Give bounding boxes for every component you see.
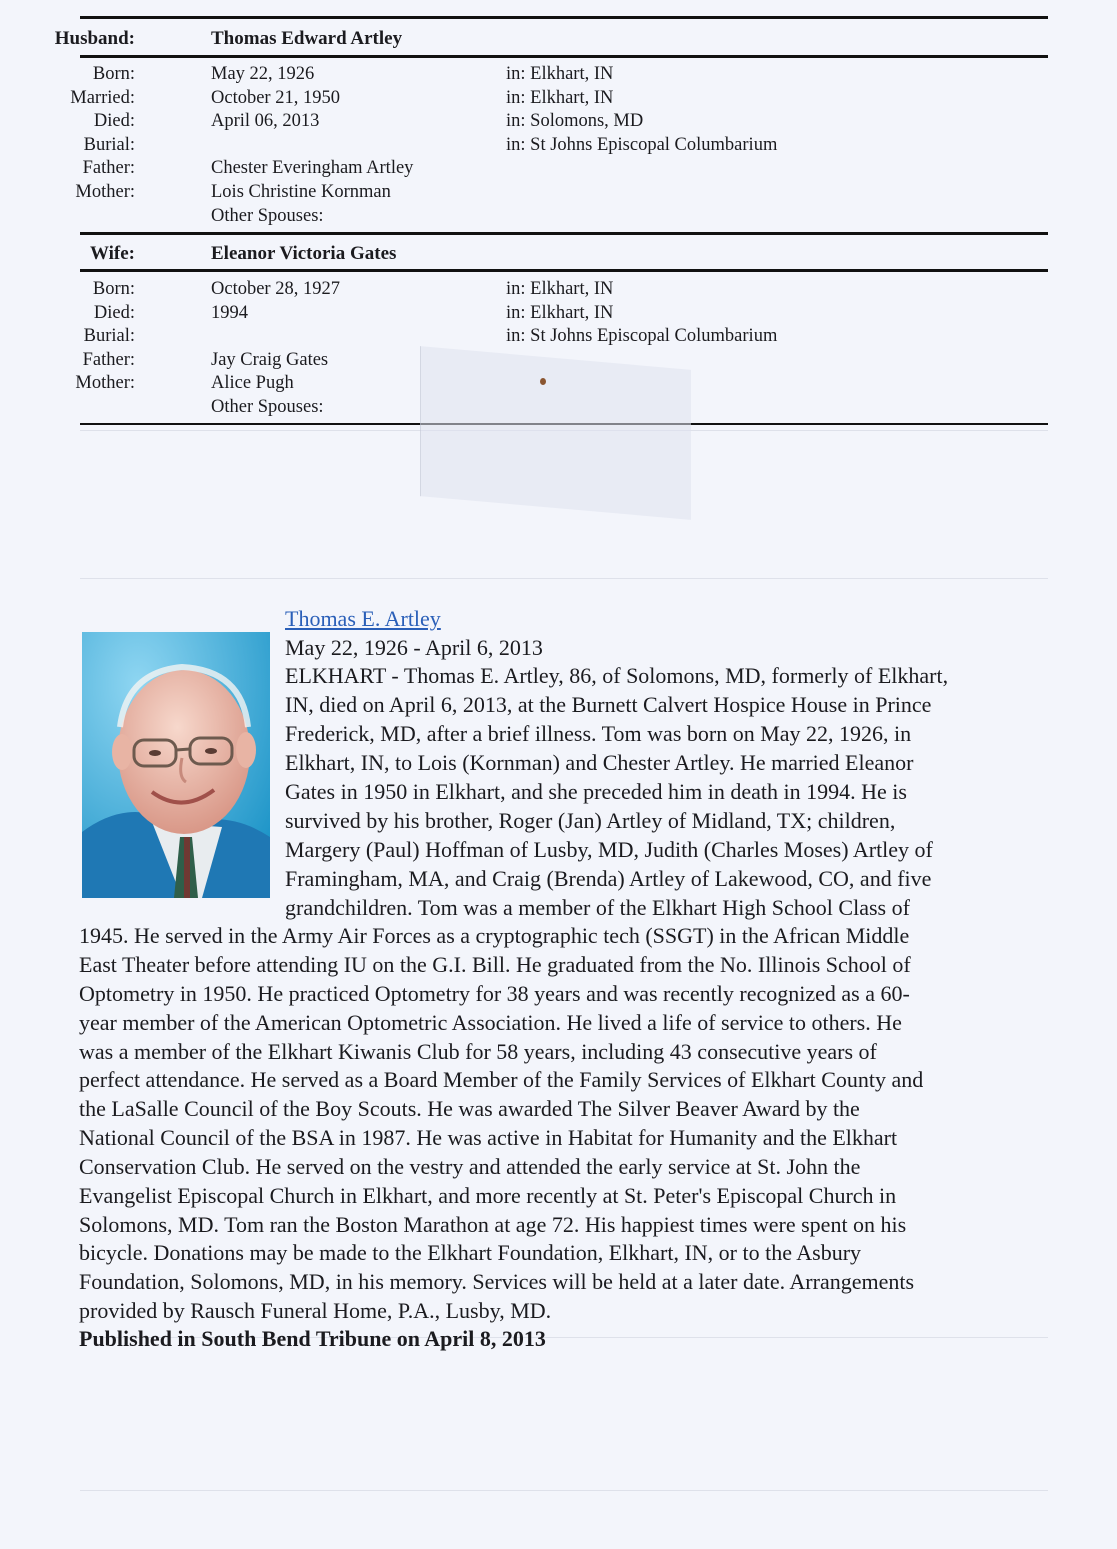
field-label: Burial: [83,134,135,155]
husband-married-row [70,87,1048,112]
bleed-through-line [80,578,1048,579]
obituary-line: East Theater before attending IU on the G.I. Bill. He graduated from the No. Illinois School of [79,952,911,977]
portrait-photo [82,632,270,898]
obituary-line: year member of the American Optometric Association. He lived a life of service to others. He [79,1010,902,1035]
wife-label: Wife: [89,243,135,264]
obituary-line: Framingham, MA, and Craig (Brenda) Artley of Lakewood, CO, and five [285,866,932,891]
obituary-line: provided by Rausch Funeral Home, P.A., Lusby, MD. [79,1298,552,1323]
field-label: Father: [82,349,135,370]
field-location: in: Elkhart, IN [506,64,614,84]
obituary-line: Optometry in 1950. He practiced Optometry for 38 years and was recently recognized as a 60- [79,981,910,1006]
field-label: Born: [92,64,135,84]
husband-mother-row [75,182,1048,206]
wife-died-row [80,303,1048,327]
field-value: 1994 [211,302,248,323]
obituary-line: Margery (Paul) Hoffman of Lusby, MD, Judith (Charles Moses) Artley of [285,837,933,862]
wife-top-rule [80,232,1048,235]
husband-label: Husband: [54,28,135,49]
publication-credit: Published in South Bend Tribune on April 8, 2013 [79,1326,546,1351]
obituary-line: ELKHART - Thomas E. Artley, 86, of Solomons, MD, formerly of Elkhart, [285,663,949,688]
obituary-line: Conservation Club. He served on the vestry and attended the early service at St. John the [79,1154,861,1179]
field-value: Other Spouses: [211,397,324,417]
portrait-illustration [82,632,270,898]
wife-header [80,243,1048,269]
field-location: in: Elkhart, IN [506,279,614,299]
obituary-line: Foundation, Solomons, MD, in his memory. Services will be held at a later date. Arrangements [79,1269,915,1294]
obituary-line: bicycle. Donations may be made to the Elkhart Foundation, Elkhart, IN, or to the Asbury [79,1240,862,1265]
obituary-title-link[interactable]: Thomas E. Artley [285,606,441,631]
obituary-line: 1945. He served in the Army Air Forces as a cryptographic tech (SSGT) in the African Middle [79,923,910,948]
field-label: Married: [70,87,135,108]
tape-strip [420,346,691,520]
obituary-line: perfect attendance. He served as a Board Member of the Family Services of Elkhart County and [79,1067,924,1092]
field-label: Born: [92,279,135,299]
field-location: in: Elkhart, IN [506,87,614,108]
field-label: Mother: [75,182,135,202]
obituary-line: IN, died on April 6, 2013, at the Burnett Calvert Hospice House in Prince [285,692,932,717]
field-location: in: St Johns Episcopal Columbarium [506,326,778,347]
obituary-line: Solomons, MD. Tom ran the Boston Marathon at age 72. His happiest times were spent on his [79,1212,907,1237]
wife-born-row [80,279,1048,303]
husband-born-row [80,64,1048,88]
field-value: Jay Craig Gates [211,349,329,370]
field-value: Other Spouses: [211,205,324,226]
obituary-line: grandchildren. Tom was a member of the Elkhart High School Class of [285,895,910,920]
field-value: Chester Everingham Artley [211,158,414,179]
obituary-line: Frederick, MD, after a brief illness. Tom was born on May 22, 1926, in [285,721,912,746]
field-location: in: Solomons, MD [506,111,644,132]
field-value: Lois Christine Kornman [211,182,391,202]
obituary-line: National Council of the BSA in 1987. He was active in Habitat for Humanity and the Elkhart [79,1125,898,1150]
obituary-line: survived by his brother, Roger (Jan) Artley of Midland, TX; children, [285,808,896,833]
stain-mark [540,378,546,385]
obituary-line: Elkhart, IN, to Lois (Kornman) and Chester Artley. He married Eleanor [285,750,914,775]
obituary-line: Evangelist Episcopal Church in Elkhart, and more recently at St. Peter's Episcopal Church in [79,1183,897,1208]
wife-rule [80,269,1048,272]
field-value: October 21, 1950 [211,87,340,108]
field-label: Burial: [83,326,135,347]
obituary-dates: May 22, 1926 - April 6, 2013 [285,635,543,660]
field-value: May 22, 1926 [211,64,315,84]
obituary-line: Gates in 1950 in Elkhart, and she preceded him in death in 1994. He is [285,779,907,804]
husband-burial-row [80,135,1048,159]
husband-father-row [80,158,1048,182]
husband-died-row [80,111,1048,135]
obituary-line: was a member of the Elkhart Kiwanis Club for 58 years, including 43 consecutive years of [79,1039,877,1064]
field-location: in: Elkhart, IN [506,302,614,323]
field-value: October 28, 1927 [211,279,340,299]
husband-other-spouses-row [80,206,1048,230]
field-label: Died: [93,111,135,132]
bleed-through-line [80,1490,1048,1491]
obituary-line: the LaSalle Council of the Boy Scouts. He was awarded The Silver Beaver Award by the [79,1096,860,1121]
field-location: in: St Johns Episcopal Columbarium [506,134,778,155]
field-label: Mother: [75,373,135,394]
husband-name: Thomas Edward Artley [211,28,403,49]
wife-burial-row [80,326,1048,350]
field-label: Died: [93,302,135,323]
field-value: April 06, 2013 [211,111,320,132]
husband-header [54,28,1048,54]
wife-name: Eleanor Victoria Gates [211,243,397,264]
field-label: Father: [82,158,135,179]
field-value: Alice Pugh [211,373,294,394]
husband-rule [80,55,1048,58]
top-rule [80,16,1048,19]
